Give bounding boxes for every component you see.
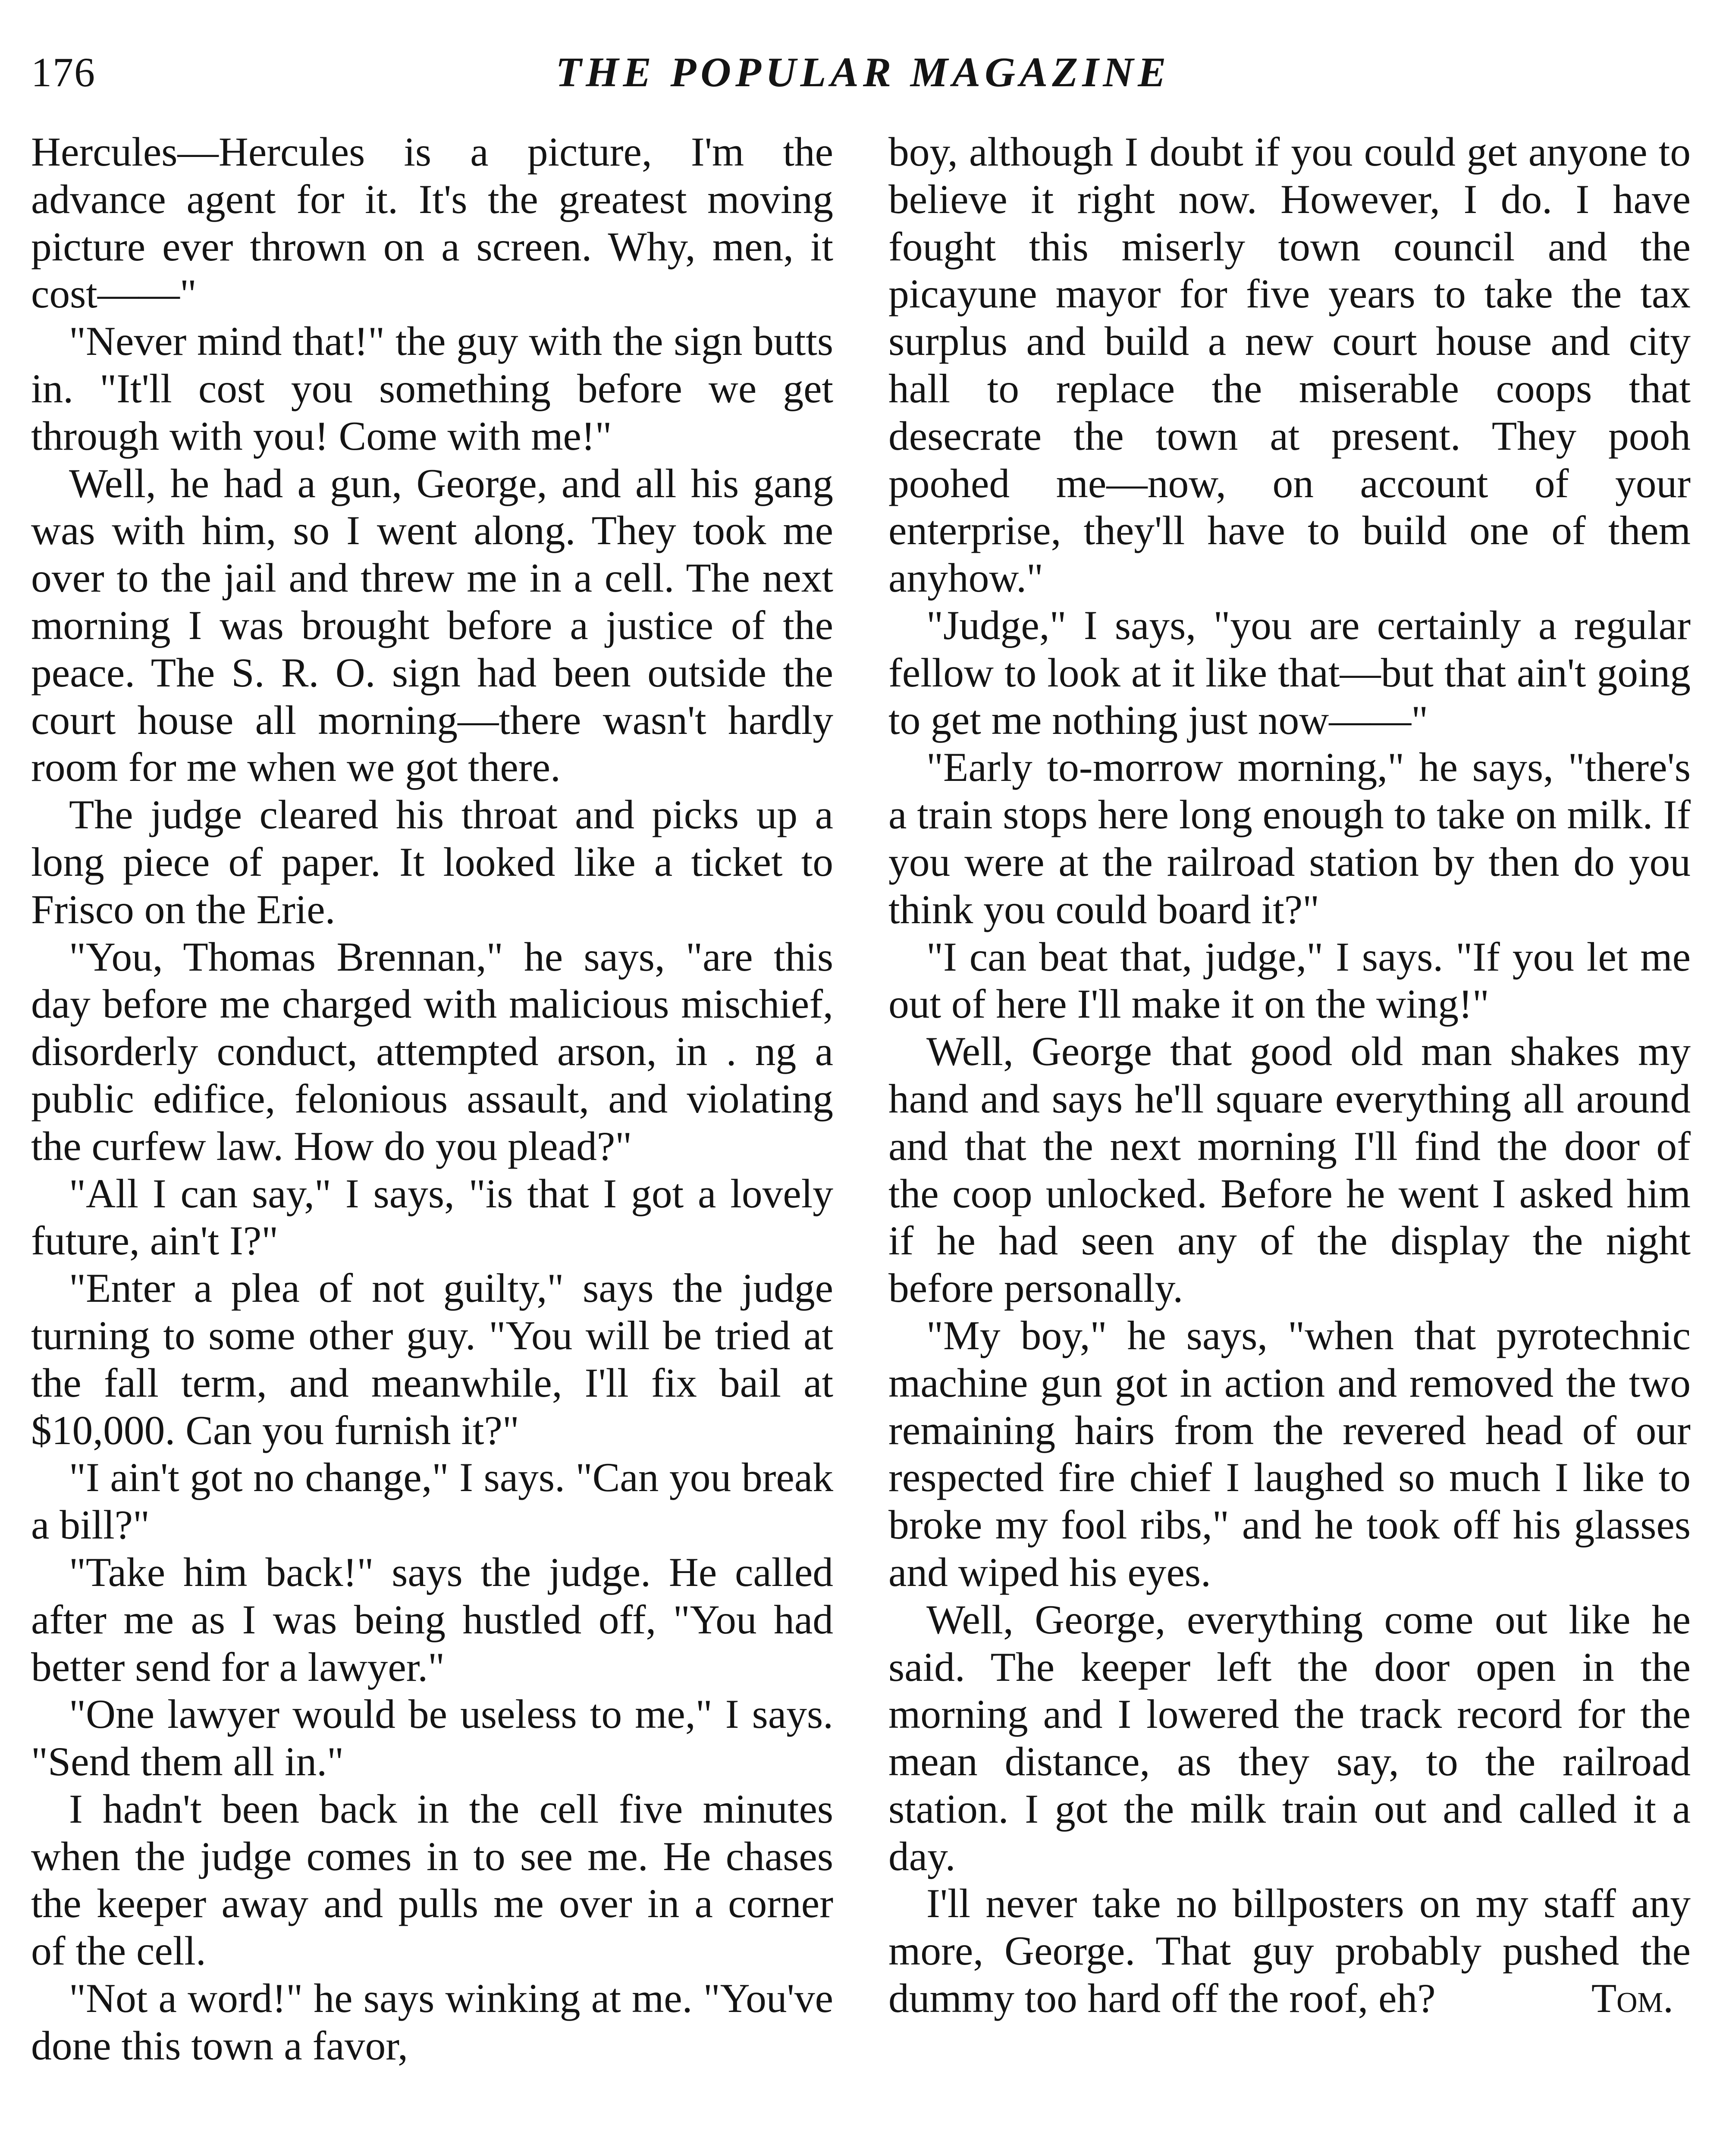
paragraph: "One lawyer would be useless to me," I says. "Send them all in." bbox=[31, 1691, 833, 1785]
paragraph: "Early to-morrow morning," he says, "there's a train stops here long enough to take on milk. If you were at the railroad station by then do you think you could board it?" bbox=[888, 744, 1691, 932]
magazine-title: THE POPULAR MAGAZINE bbox=[555, 49, 1171, 96]
paragraph: "You, Thomas Brennan," he says, "are this day before me charged with malicious mischief, disorderly conduct, attempted arson, in . ng a public edifice, felonious assault, and violating the curfew law. How do you plead?" bbox=[31, 934, 833, 1169]
paragraph: "My boy," he says, "when that pyrotechnic machine gun got in action and removed the two remaining hairs from the revered head of our respected fire chief I laughed so much I like to broke my fool ribs," and he took off his glasses and wiped his eyes. bbox=[888, 1312, 1691, 1595]
paragraph-with-signature bbox=[888, 1880, 1691, 2022]
paragraph: "Enter a plea of not guilty," says the judge turning to some other guy. "You will be tried at the fall term, and meanwhile, I'll fix bail at $10,000. Can you furnish it?" bbox=[31, 1265, 833, 1453]
right-column bbox=[888, 128, 1691, 2022]
paragraph: "Not a word!" he says winking at me. "You've done this town a favor, bbox=[31, 1975, 833, 2068]
paragraph: "Never mind that!" the guy with the sign butts in. "It'll cost you something before we get through with you! Come with me!" bbox=[31, 318, 833, 459]
paragraph: "All I can say," I says, "is that I got a lovely future, ain't I?" bbox=[31, 1170, 833, 1264]
page-number: 176 bbox=[31, 49, 96, 95]
author-signature: Tom. bbox=[1591, 1975, 1673, 2021]
paragraph: "Judge," I says, "you are certainly a regular fellow to look at it like that—but that ain't going to get me nothing just now——" bbox=[888, 602, 1691, 743]
paragraph: boy, although I doubt if you could get anyone to believe it right now. However, I do. I have fought this miserly town council and the picayune mayor for five years to take the tax surplus and build a new court house and city hall to replace the miserable coops that desecrate the town at present. They pooh poohed me—now, on account of your enterprise, they'll have to build one of them anyhow." bbox=[888, 129, 1691, 601]
paragraph: "I can beat that, judge," I says. "If you let me out of here I'll make it on the wing!" bbox=[888, 934, 1691, 1027]
left-column bbox=[31, 128, 833, 2070]
page-header bbox=[31, 48, 1695, 96]
paragraph: Well, he had a gun, George, and all his gang was with him, so I went along. They took me over to the jail and threw me in a cell. The next morning I was brought before a justice of the peace. The S. R. O. sign had been outside the court house all morning—there wasn't hardly room for me when we got there. bbox=[31, 460, 833, 790]
paragraph: "I ain't got no change," I says. "Can you break a bill?" bbox=[31, 1454, 833, 1548]
paragraph: The judge cleared his throat and picks up a long piece of paper. It looked like a ticket to Frisco on the Erie. bbox=[31, 792, 833, 932]
paragraph: I hadn't been back in the cell five minutes when the judge comes in to see me. He chases the keeper away and pulls me over in a corner of the cell. bbox=[31, 1786, 833, 1974]
paragraph: Well, George that good old man shakes my hand and says he'll square everything all around and that the next morning I'll find the door of the coop unlocked. Before he went I asked him if he had seen any of the display the night before personally. bbox=[888, 1028, 1691, 1311]
paragraph-text: I'll never take no billposters on my staff any more, George. That guy probably pushed the dummy too hard off the roof, eh? bbox=[888, 1880, 1691, 2021]
paragraph: Well, George, everything come out like he said. The keeper left the door open in the morning and I lowered the track record for the mean distance, as they say, to the railroad station. I got the milk train out and called it a day. bbox=[888, 1596, 1691, 1879]
paragraph: Hercules—Hercules is a picture, I'm the advance agent for it. It's the greatest moving picture ever thrown on a screen. Why, men, it cost——" bbox=[31, 129, 833, 317]
paragraph: "Take him back!" says the judge. He called after me as I was being hustled off, "You had better send for a lawyer." bbox=[31, 1549, 833, 1690]
